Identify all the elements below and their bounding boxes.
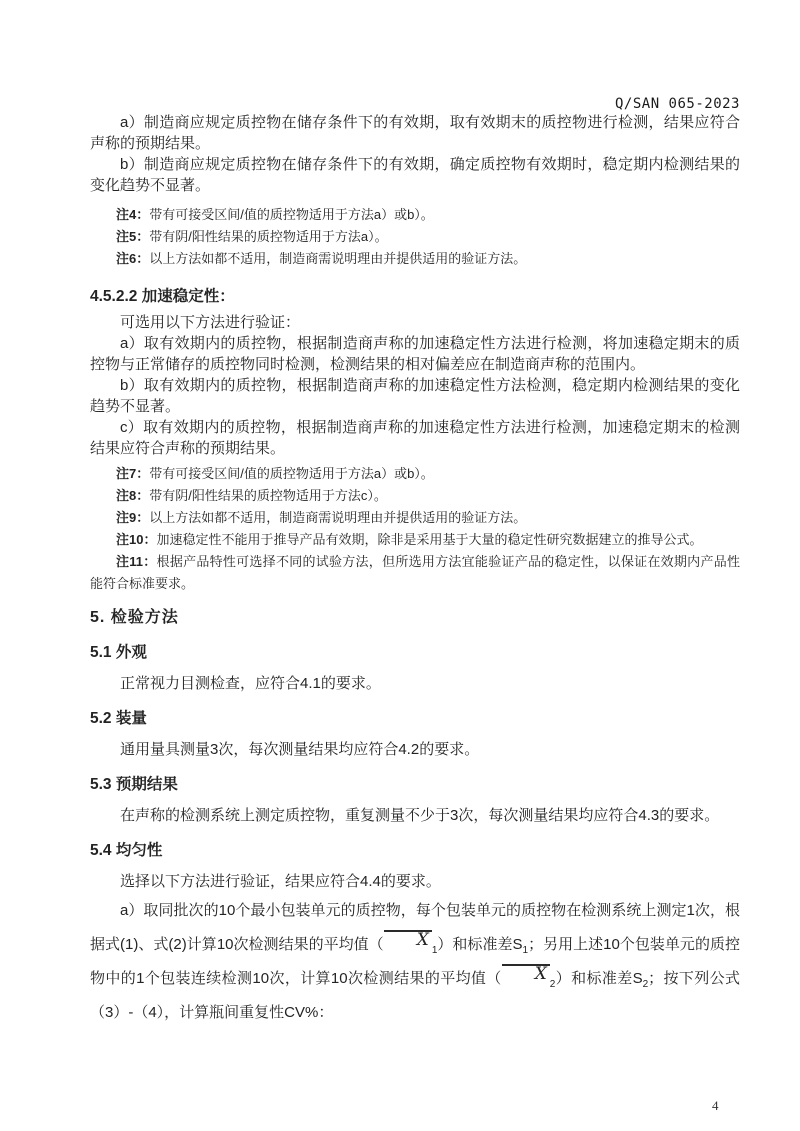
note-10-label: 注10： [116,532,157,547]
heading-5-3: 5.3 预期结果 [90,776,178,793]
paragraph-5-4-a-formula: a）取同批次的10个最小包装单元的质控物，每个包装单元的质控物在检测系统上测定1次，根据式(1)、式(2)计算10次检测结果的平均值（ $X_1$）和标准差$S_1$；另用上述10个包装单元的质控物中的1个包装连续检测10次，计算10次检测结果的平均值（ $X_2$）和标准差$S_2$；按下列公式（3）-（4），计算瓶间重复性CV%： [90,902,740,1021]
note-8-text: 带有阴/阳性结果的质控物适用于方法c）。 [149,488,387,503]
heading-4522: 4.5.2.2 加速稳定性： [90,288,235,305]
paragraph-4521-a: a）制造商应规定质控物在储存条件下的有效期，取有效期末的质控物进行检测，结果应符合声称的预期结果。 [90,114,740,152]
note-9-label: 注9： [116,510,150,525]
document-code: Q/SAN 065-2023 [614,96,740,112]
note-8 [90,485,740,507]
subscript: 1 [522,945,529,956]
paragraph-5-2: 通用量具测量3次，每次测量结果均应符合4.2的要求。 [120,741,480,758]
x-bar-symbol: X [502,964,550,982]
note-4 [90,204,740,226]
x-bar-symbol: X [384,930,432,948]
page-content [90,96,740,1030]
note-7-label: 注7： [116,466,150,481]
note-6-text: 以上方法如都不适用，制造商需说明理由并提供适用的验证方法。 [149,251,527,266]
subscript: 2 [642,979,649,990]
paragraph-4522-b: b）取有效期内的质控物，根据制造商声称的加速稳定性方法检测，稳定期内检测结果的变化趋势不显著。 [90,377,740,415]
note-11-text: 根据产品特性可选择不同的试验方法，但所选用方法宜能验证产品的稳定性，以保证在效期内产品性能符合标准要求。 [90,554,740,591]
paragraph-4522-c: c）取有效期内的质控物，根据制造商声称的加速稳定性方法进行检测，加速稳定期末的检测结果应符合声称的预期结果。 [90,419,740,457]
note-10 [90,529,740,551]
subscript: 1 [431,945,438,956]
heading-5-1: 5.1 外观 [90,644,147,661]
paragraph-5-4-intro: 选择以下方法进行验证，结果应符合4.4的要求。 [120,873,441,890]
note-5-text: 带有阴/阳性结果的质控物适用于方法a）。 [149,229,388,244]
paragraph-5-1: 正常视力目测检查，应符合4.1的要求。 [120,675,381,692]
note-11-label: 注11： [116,554,157,569]
note-4-text: 带有可接受区间/值的质控物适用于方法a）或b）。 [149,207,434,222]
paragraph-4522-intro: 可选用以下方法进行验证： [120,314,301,331]
subscript: 2 [549,979,556,990]
note-5 [90,226,740,248]
note-4-label: 注4： [116,207,150,222]
note-11 [90,551,740,595]
notes-4-6 [90,204,740,270]
heading-5-2: 5.2 装量 [90,710,147,727]
note-5-label: 注5： [116,229,150,244]
notes-7-11 [90,463,740,595]
paragraph-4521-b: b）制造商应规定质控物在储存条件下的有效期，确定质控物有效期时，稳定期内检测结果的变化趋势不显著。 [90,156,740,194]
note-8-label: 注8： [116,488,150,503]
note-6 [90,248,740,270]
note-7-text: 带有可接受区间/值的质控物适用于方法a）或b）。 [149,466,434,481]
page-number: 4 [712,1098,719,1113]
note-10-text: 加速稳定性不能用于推导产品有效期，除非是采用基于大量的稳定性研究数据建立的推导公式。 [156,532,703,547]
heading-5-4: 5.4 均匀性 [90,842,163,859]
note-9-text: 以上方法如都不适用，制造商需说明理由并提供适用的验证方法。 [149,510,527,525]
heading-section-5: 5. 检验方法 [90,609,179,626]
paragraph-4522-a: a）取有效期内的质控物，根据制造商声称的加速稳定性方法进行检测，将加速稳定期末的质控物与正常储存的质控物同时检测，检测结果的相对偏差应在制造商声称的范围内。 [90,335,740,373]
paragraph-5-3: 在声称的检测系统上测定质控物，重复测量不少于3次，每次测量结果均应符合4.3的要求。 [120,807,720,824]
note-6-label: 注6： [116,251,150,266]
note-7 [90,463,740,485]
note-9 [90,507,740,529]
